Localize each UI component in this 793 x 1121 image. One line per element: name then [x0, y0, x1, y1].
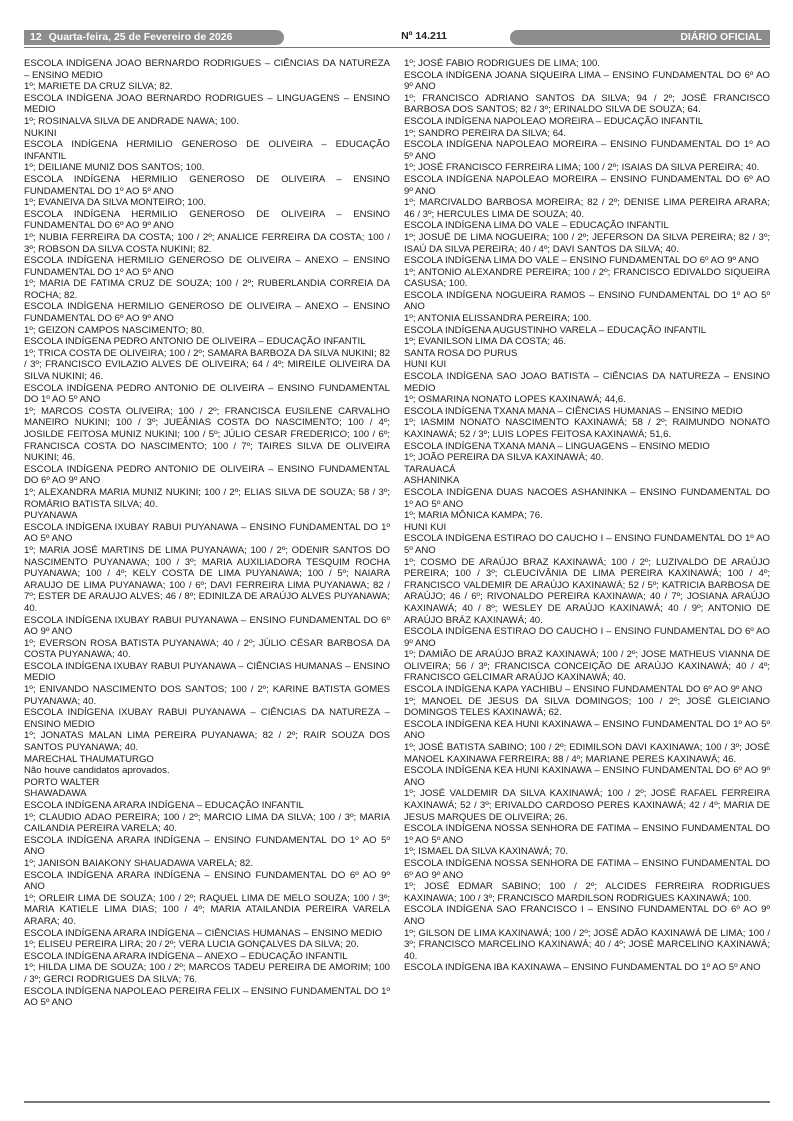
text-paragraph: ASHANINKA — [404, 475, 460, 487]
text-paragraph: 1º; JOSÉ FRANCISCO FERREIRA LIMA; 100 / 2º; ISAIAS DA SILVA PEREIRA; 40. — [404, 162, 760, 174]
publication-date: Quarta-feira, 25 de Fevereiro de 2026 — [48, 31, 233, 43]
text-paragraph: ESCOLA INDÍGENA KEA HUNI KAXINAWA – ENSINO FUNDAMENTAL DO 6º AO 9º ANO — [404, 765, 770, 788]
text-paragraph: SHAWADAWA — [24, 788, 87, 800]
text-paragraph: ESCOLA INDÍGENA KAPA YACHIBU – ENSINO FUNDAMENTAL DO 6º AO 9º ANO — [404, 684, 763, 696]
text-paragraph: ESCOLA INDÍGENA SAO JOAO BATISTA – CIÊNCIAS DA NATUREZA – ENSINO MEDIO — [404, 371, 770, 394]
text-paragraph: HUNI KUI — [404, 359, 447, 371]
text-paragraph: 1º; JOSUÉ DE LIMA NOGUEIRA; 100 / 2º; JEFERSON DA SILVA PEREIRA; 82 / 3º; ISAÚ DA SILVA PEREIRA; 40 / 4º; DAVI SANTOS DA SILVA; 40. — [404, 231, 770, 255]
text-paragraph: 1º; OSMARINA NONATO LOPES KAXINAWÁ; 44,6. — [404, 394, 626, 406]
text-paragraph: 1º; FRANCISCO ADRIANO SANTOS DA SILVA; 94 / 2º; JOSÉ FRANCISCO BARBOSA DOS SANTOS; 82 / 3º; ERINALDO SILVA DE SOUZA; 64. — [404, 92, 770, 116]
text-paragraph: ESCOLA INDÍGENA NAPOLEAO MOREIRA – ENSINO FUNDAMENTAL DO 1º AO 5º ANO — [404, 139, 770, 162]
text-paragraph: 1º; JOSÉ FABIO RODRIGUES DE LIMA; 100. — [404, 58, 600, 69]
text-paragraph: 1º; DAMIÃO DE ARAÚJO BRAZ KAXINAWÁ; 100 / 2º; JOSE MATHEUS VIANNA DE OLIVEIRA; 56 / 3º; FRANCISCA CONCEIÇÃO DE ARAÚJO KAXINAWÁ; 40 / 4º; FRANCISCO GELCIMAR ARAÚJO KAXINAWÁ; 40. — [404, 649, 770, 684]
text-paragraph: 1º; NUBIA FERREIRA DA COSTA; 100 / 2º; ANALICE FERREIRA DA COSTA; 100 / 3º; ROBSON DA SILVA COSTA NUKINI; 82. — [24, 231, 390, 255]
text-paragraph: ESCOLA INDÍGENA ARARA INDÍGENA – ANEXO – EDUCAÇÃO INFANTIL — [24, 950, 348, 962]
text-paragraph: ESCOLA INDÍGENA HERMILIO GENEROSO DE OLIVEIRA – ENSINO FUNDAMENTAL DO 6º AO 9º ANO — [24, 208, 390, 232]
text-paragraph: ESCOLA INDÍGENA HERMILIO GENEROSO DE OLIVEIRA – EDUCAÇÃO INFANTIL — [24, 139, 390, 162]
text-paragraph: ESCOLA INDÍGENA JOAO BERNARDO RODRIGUES – CIÊNCIAS DA NATUREZA – ENSINO MEDIO — [24, 58, 390, 81]
text-paragraph: ESCOLA INDÍGENA LIMA DO VALE – EDUCAÇÃO INFANTIL — [404, 220, 669, 232]
text-paragraph: 1º; SANDRO PEREIRA DA SILVA; 64. — [404, 127, 567, 139]
text-paragraph: 1º; MARIA MÔNICA KAMPA; 76. — [404, 510, 543, 522]
text-paragraph: 1º; MARIA DE FATIMA CRUZ DE SOUZA; 100 / 2º; RUBERLANDIA CORREIA DA ROCHA; 82. — [24, 278, 390, 301]
text-paragraph: 1º; JOSÉ EDMAR SABINO; 100 / 2º; ALCIDES FERREIRA RODRIGUES KAXINAWA; 100 / 3º; FRANCISCO MARDILSON RODRIGUES KAXINAWÁ; 100. — [404, 881, 770, 904]
text-paragraph: ESCOLA INDÍGENA ARARA INDÍGENA – ENSINO FUNDAMENTAL DO 1º AO 5º ANO — [24, 834, 390, 858]
text-paragraph: ESCOLA INDÍGENA IBA KAXINAWA – ENSINO FUNDAMENTAL DO 1º AO 5º ANO — [404, 962, 761, 974]
text-paragraph: 1º; ENIVANDO NASCIMENTO DOS SANTOS; 100 / 2º; KARINE BATISTA GOMES PUYANAWA; 40. — [24, 684, 390, 707]
text-paragraph: ESCOLA INDÍGENA ESTIRAO DO CAUCHO I – ENSINO FUNDAMENTAL DO 1º AO 5º ANO — [404, 533, 770, 556]
text-paragraph: ESCOLA INDÍGENA IXUBAY RABUI PUYANAWA – CIÊNCIAS HUMANAS – ENSINO MEDIO — [24, 660, 390, 684]
header-divider — [24, 47, 770, 48]
text-paragraph: 1º; JANISON BAIAKONY SHAUADAWA VARELA; 82. — [24, 857, 254, 869]
issue-number: Nº 14.211 — [401, 30, 447, 42]
text-paragraph: 1º; ORLEIR LIMA DE SOUZA; 100 / 2º; RAQUEL LIMA DE MELO SOUZA; 100 / 3º; MARIA KATIELE LIMA DIAS; 100 / 4º; MARIA ATAILANDIA PEREIRA VARELA ARARA; 40. — [24, 892, 390, 927]
text-paragraph: ESCOLA INDÍGENA SAO FRANCISCO I – ENSINO FUNDAMENTAL DO 6º AO 9º ANO — [404, 904, 770, 927]
text-paragraph: 1º; MARCOS COSTA OLIVEIRA; 100 / 2º; FRANCISCA EUSILENE CARVALHO MANEIRO NUKINI; 100 / 3º; JUEÂNIAS COSTA DO NASCIMENTO; 100 / 4º; JOSILDE FEITOSA MUNIZ NUKINI; 100 / 5º; JÚLIO CESAR FREDERICO; 100 / 6º; FRANCISCA COSTA DO NASCIMENTO; 100 / 7º; TAIRES SILVA DE OLIVEIRA NUKINI; 46. — [24, 405, 390, 464]
text-paragraph: ESCOLA INDÍGENA NAPOLEAO MOREIRA – ENSINO FUNDAMENTAL DO 6º AO 9º ANO — [404, 173, 770, 197]
text-paragraph: 1º; ISMAEL DA SILVA KAXINAWÁ; 70. — [404, 846, 568, 858]
text-paragraph: 1º; ELISEU PEREIRA LIRA; 20 / 2º; VERA LUCIA GONÇALVES DA SILVA; 20. — [24, 939, 359, 951]
text-paragraph: 1º; JONATAS MALAN LIMA PEREIRA PUYANAWA; 82 / 2º; RAIR SOUZA DOS SANTOS PUYANAWA; 40. — [24, 730, 390, 754]
text-paragraph: 1º; HILDA LIMA DE SOUZA; 100 / 2º; MARCOS TADEU PEREIRA DE AMORIM; 100 / 3º; GERCI RODRIGUES DA SILVA; 76. — [24, 962, 390, 985]
text-paragraph: 1º; DEILIANE MUNIZ DOS SANTOS; 100. — [24, 162, 205, 174]
text-paragraph: ESCOLA INDÍGENA DUAS NACOES ASHANINKA – ENSINO FUNDAMENTAL DO 1º AO 5º ANO — [404, 486, 770, 510]
text-paragraph: 1º; ANTONIO ALEXANDRE PEREIRA; 100 / 2º; FRANCISCO EDIVALDO SIQUEIRA CASUSA; 100. — [404, 266, 770, 290]
text-paragraph: 1º; TRICA COSTA DE OLIVEIRA; 100 / 2º; SAMARA BARBOZA DA SILVA NUKINI; 82 / 3º; FRANCISCO EVILAZIO ALVES DE OLIVEIRA; 64 / 4º; MIREILE OLIVEIRA DA SILVA NUKINI; 46. — [24, 347, 390, 383]
right-column — [404, 58, 770, 974]
text-paragraph: ESCOLA INDÍGENA TXANA MANA – LINGUAGENS – ENSINO MEDIO — [404, 440, 710, 452]
text-paragraph: ESCOLA INDÍGENA HERMILIO GENEROSO DE OLIVEIRA – ANEXO – ENSINO FUNDAMENTAL DO 6º AO 9º ANO — [24, 301, 390, 325]
text-paragraph: 1º; ROSINALVA SILVA DE ANDRADE NAWA; 100. — [24, 115, 239, 127]
text-paragraph: ESCOLA INDÍGENA NOSSA SENHORA DE FATIMA – ENSINO FUNDAMENTAL DO 6º AO 9º ANO — [404, 857, 770, 881]
header-date-band — [24, 30, 284, 45]
text-paragraph: ESCOLA INDÍGENA PEDRO ANTONIO DE OLIVEIRA – EDUCAÇÃO INFANTIL — [24, 336, 366, 348]
text-paragraph: 1º; JOSÉ VALDEMIR DA SILVA KAXINAWÁ; 100 / 2º; JOSÉ RAFAEL FERREIRA KAXINAWÁ; 52 / 3º; ERIVALDO CARDOSO PERES KAXINAWÁ; 42 / 4º; MARIA DE JESUS MARQUES DE OLIVEIRA; 26. — [404, 788, 770, 823]
text-paragraph: 1º; EVERSON ROSA BATISTA PUYANAWA; 40 / 2º; JÚLIO CÉSAR BARBOSA DA COSTA PUYANAWA; 40. — [24, 637, 390, 661]
text-paragraph: 1º; MARIA JOSÉ MARTINS DE LIMA PUYANAWA; 100 / 2º; ODENIR SANTOS DO NASCIMENTO PUYANAWA; 100 / 3º; MARIA AUXILIADORA TESQUIM ROCHA PUYANAWA; 100 / 4º; KELY COSTA DE LIMA PUYANAWA; 100 / 5º; NAIARA ARAUJO DE LIMA PUYANAWA; 100 / 6º; DAVI FERREIRA LIMA PUYANAWA; 82 / 7º; ESTER DE ARAUJO ALVES; 46 / 8º; EDINILZA DE ARAÚJO ALVES PUYANAWA; 40. — [24, 544, 390, 614]
text-paragraph: 1º; JOSÉ BATISTA SABINO; 100 / 2º; EDIMILSON DAVI KAXINAWA; 100 / 3º; JOSÉ MANOEL KAXINAWA FERREIRA; 88 / 4º; MARIANE PERES KAXINAWÁ; 46. — [404, 742, 770, 765]
text-paragraph: ESCOLA INDÍGENA IXUBAY RABUI PUYANAWA – ENSINO FUNDAMENTAL DO 1º AO 5º ANO — [24, 521, 390, 545]
text-paragraph: ESCOLA INDÍGENA ARARA INDÍGENA – ENSINO FUNDAMENTAL DO 6º AO 9º ANO — [24, 869, 390, 893]
text-paragraph: ESCOLA INDÍGENA JOAO BERNARDO RODRIGUES – LINGUAGENS – ENSINO MEDIO — [24, 92, 390, 116]
text-paragraph: ESCOLA INDÍGENA IXUBAY RABUI PUYANAWA – CIÊNCIAS DA NATUREZA – ENSINO MEDIO — [24, 707, 390, 730]
text-paragraph: 1º; EVANILSON LIMA DA COSTA; 46. — [404, 336, 567, 348]
text-paragraph: SANTA ROSA DO PURUS — [404, 347, 518, 359]
text-paragraph: ESCOLA INDÍGENA NAPOLEAO PEREIRA FELIX – ENSINO FUNDAMENTAL DO 1º AO 5º ANO — [24, 985, 390, 1009]
text-paragraph: Não houve candidatos aprovados. — [24, 765, 170, 777]
text-paragraph: ESCOLA INDÍGENA NOSSA SENHORA DE FATIMA – ENSINO FUNDAMENTAL DO 1º AO 5º ANO — [404, 823, 770, 846]
text-paragraph: ESCOLA INDÍGENA NAPOLEAO MOREIRA – EDUCAÇÃO INFANTIL — [404, 115, 704, 127]
text-paragraph: ESCOLA INDÍGENA IXUBAY RABUI PUYANAWA – ENSINO FUNDAMENTAL DO 6º AO 9º ANO — [24, 614, 390, 638]
text-paragraph: PUYANAWA — [24, 510, 78, 522]
text-paragraph: HUNI KUI — [404, 521, 447, 533]
text-paragraph: ESCOLA INDÍGENA ARARA INDÍGENA – CIÊNCIAS HUMANAS – ENSINO MEDIO — [24, 927, 383, 939]
text-paragraph: ESCOLA INDÍGENA ARARA INDÍGENA – EDUCAÇÃO INFANTIL — [24, 800, 304, 811]
text-paragraph: 1º; MANOEL DE JESUS DA SILVA DOMINGOS; 100 / 2º; JOSÉ GLEICIANO DOMINGOS TELES KAXINAWÁ; 62. — [404, 695, 770, 719]
page-number: 12 — [30, 31, 42, 43]
text-paragraph: 1º; ALEXANDRA MARIA MUNIZ NUKINI; 100 / 2º; ELIAS SILVA DE SOUZA; 58 / 3º; ROMÁRIO BATISTA SILVA; 40. — [24, 486, 390, 510]
text-paragraph: 1º; GILSON DE LIMA KAXINAWÁ; 100 / 2º; JOSÉ ADÃO KAXINAWÁ DE LIMA; 100 / 3º; FRANCISCO MARCELINO KAXINAWÁ; 40 / 4º; JOSÉ MARCELINO KAXINAWÁ; 40. — [404, 927, 770, 962]
publication-title: DIÁRIO OFICIAL — [510, 30, 770, 45]
left-column — [24, 58, 390, 1009]
text-paragraph: ESCOLA INDÍGENA JOANA SIQUEIRA LIMA – ENSINO FUNDAMENTAL DO 6º AO 9º ANO — [404, 69, 770, 93]
text-paragraph: ESCOLA INDÍGENA NOGUEIRA RAMOS – ENSINO FUNDAMENTAL DO 1º AO 5º ANO — [404, 289, 770, 313]
text-paragraph: ESCOLA INDÍGENA AUGUSTINHO VARELA – EDUCAÇÃO INFANTIL — [404, 324, 707, 336]
text-paragraph: 1º; CLAUDIO ADAO PEREIRA; 100 / 2º; MARCIO LIMA DA SILVA; 100 / 3º; MARIA CAILANDIA PEREIRA VARELA; 40. — [24, 811, 390, 835]
text-paragraph: ESCOLA INDÍGENA TXANA MANA – CIÊNCIAS HUMANAS – ENSINO MEDIO — [404, 405, 743, 417]
footer-divider — [24, 1101, 770, 1103]
text-paragraph: 1º; JOÃO PEREIRA DA SILVA KAXINAWÁ; 40. — [404, 452, 604, 464]
text-paragraph: 1º; IASMIM NONATO NASCIMENTO KAXINAWÁ; 58 / 2º; RAIMUNDO NONATO KAXINAWÁ; 52 / 3º; LUIS LOPES FEITOSA KAXINAWÁ; 51,6. — [404, 417, 770, 440]
page-header — [24, 30, 770, 45]
text-paragraph: ESCOLA INDÍGENA HERMILIO GENEROSO DE OLIVEIRA – ANEXO – ENSINO FUNDAMENTAL DO 1º AO 5º ANO — [24, 255, 390, 278]
text-paragraph: NUKINI — [24, 127, 57, 139]
text-paragraph: 1º; MARIETE DA CRUZ SILVA; 82. — [24, 81, 173, 93]
text-paragraph: 1º; MARCIVALDO BARBOSA MOREIRA; 82 / 2º; DENISE LIMA PEREIRA ARARA; 46 / 3º; HERCULES LIMA DE SOUZA; 40. — [404, 197, 770, 220]
text-paragraph: ESCOLA INDÍGENA HERMILIO GENEROSO DE OLIVEIRA – ENSINO FUNDAMENTAL DO 1º AO 5º ANO — [24, 173, 390, 197]
text-paragraph: ESCOLA INDÍGENA PEDRO ANTONIO DE OLIVEIRA – ENSINO FUNDAMENTAL DO 6º AO 9º ANO — [24, 463, 390, 487]
text-paragraph: MARECHAL THAUMATURGO — [24, 753, 154, 765]
text-paragraph: 1º; GEIZON CAMPOS NASCIMENTO; 80. — [24, 324, 205, 336]
text-paragraph: 1º; COSMO DE ARAÚJO BRAZ KAXINAWÁ; 100 / 2º; LUZIVALDO DE ARAÚJO PEREIRA; 100 / 3º; CLEUCIVÂNIA DE LIMA PEREIRA KAXINAWÁ; 100 / 4º; FRANCISCO VALDEMIR DE ARAÚJO KAXINAWÁ; 52 / 5º; KATRICIA BARBOSA DE ARAÚJO; 46 / 6º; RIVONALDO PEREIRA KAXINAWA; 40 / 7º; JOSIANA ARAÚJO KAXINAWÁ; 40 / 8º; WESLEY DE ARAÚJO KAXINAWÁ; 40 / 9º; ANTONIO DE ARAÚJO BRÁZ KAXINAWÁ; 40. — [404, 556, 770, 626]
text-paragraph: ESCOLA INDÍGENA ESTIRAO DO CAUCHO I – ENSINO FUNDAMENTAL DO 6º AO 9º ANO — [404, 626, 770, 649]
text-paragraph: TARAUACÁ — [404, 463, 456, 475]
text-paragraph: ESCOLA INDÍGENA LIMA DO VALE – ENSINO FUNDAMENTAL DO 6º AO 9º ANO — [404, 255, 759, 267]
text-paragraph: ESCOLA INDÍGENA PEDRO ANTONIO DE OLIVEIRA – ENSINO FUNDAMENTAL DO 1º AO 5º ANO — [24, 382, 390, 406]
text-paragraph: 1º; EVANEIVA DA SILVA MONTEIRO; 100. — [24, 197, 206, 209]
text-paragraph: PORTO WALTER — [24, 776, 100, 788]
text-paragraph: 1º; ANTONIA ELISSANDRA PEREIRA; 100. — [404, 313, 592, 325]
text-paragraph: ESCOLA INDÍGENA KEA HUNI KAXINAWA – ENSINO FUNDAMENTAL DO 1º AO 5º ANO — [404, 718, 770, 742]
